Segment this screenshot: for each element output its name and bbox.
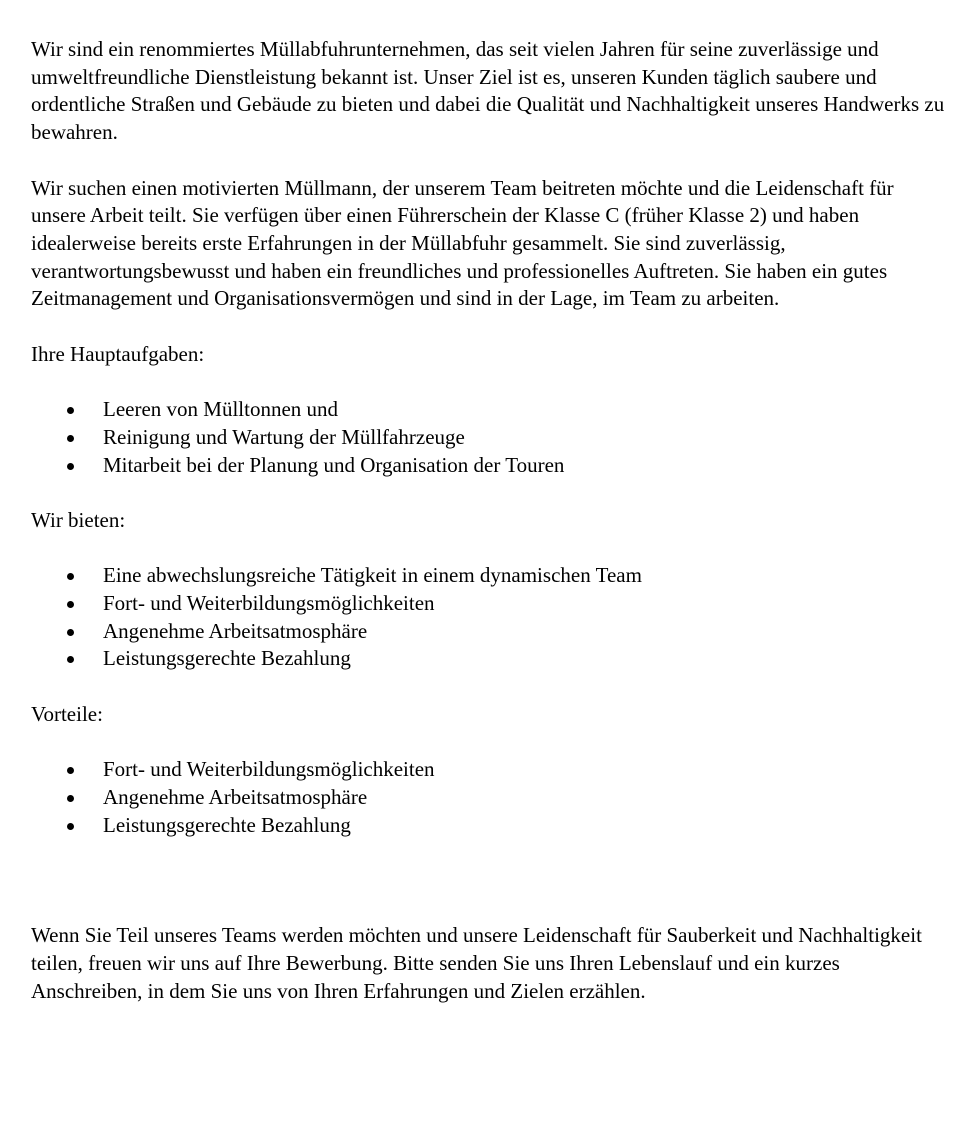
bullet-icon xyxy=(67,463,74,470)
list-item-text: Angenehme Arbeitsatmosphäre xyxy=(103,618,368,643)
bullet-icon xyxy=(67,435,74,442)
intro-paragraph-company: Wir sind ein renommiertes Müllabfuhrunternehmen, das seit vielen Jahren für seine zuverlässige und umweltfreundliche Dienstleistung bekannt ist. Unser Ziel ist es, unseren Kunden täglich saubere und ordentliche Straßen und Gebäude zu bieten und dabei die Qualität und Nachhaltigkeit unseres Handwerks zu bewahren. xyxy=(31,37,945,145)
tasks-list xyxy=(31,396,951,479)
list-item xyxy=(31,645,951,673)
spacer xyxy=(31,313,951,341)
spacer xyxy=(31,479,951,507)
bullet-icon xyxy=(67,656,74,663)
bullet-icon xyxy=(67,823,74,830)
bullet-icon xyxy=(67,407,74,414)
list-item-text: Leeren von Mülltonnen und xyxy=(103,397,339,422)
bullet-icon xyxy=(67,629,74,636)
spacer xyxy=(31,368,951,396)
list-item xyxy=(31,424,951,452)
list-item-text: Fort- und Weiterbildungsmöglichkeiten xyxy=(103,757,435,782)
list-item-text: Leistungsgerechte Bezahlung xyxy=(103,812,351,837)
list-item-text: Reinigung und Wartung der Müllfahrzeuge xyxy=(103,424,465,449)
spacer xyxy=(31,673,951,701)
list-item-text: Eine abwechslungsreiche Tätigkeit in einem dynamischen Team xyxy=(103,563,642,588)
intro-paragraph-requirements: Wir suchen einen motivierten Müllmann, der unserem Team beitreten möchte und die Leidenschaft für unsere Arbeit teilt. Sie verfügen über einen Führerschein der Klasse C (früher Klasse 2) und haben idealerweise bereits erste Erfahrungen in der Müllabfuhr gesammelt. Sie sind zuverlässig, verantwortungsbewusst und haben ein freundliches und professionelles Auftreten. Sie haben ein gutes Zeitmanagement und Organisationsvermögen und sind in der Lage, im Team zu arbeiten. xyxy=(31,175,894,311)
bullet-icon xyxy=(67,795,74,802)
bullet-icon xyxy=(67,767,74,774)
list-item xyxy=(31,452,951,480)
list-item xyxy=(31,784,951,812)
tasks-heading: Ihre Hauptaufgaben: xyxy=(31,341,205,366)
benefits-heading: Vorteile: xyxy=(31,701,103,726)
spacer xyxy=(31,535,951,563)
list-item xyxy=(31,590,951,618)
list-item xyxy=(31,396,951,424)
list-item xyxy=(31,812,951,840)
list-item xyxy=(31,618,951,646)
list-item xyxy=(31,756,951,784)
spacer xyxy=(31,147,951,175)
spacer xyxy=(31,839,951,922)
list-item-text: Angenehme Arbeitsatmosphäre xyxy=(103,784,368,809)
benefits-list xyxy=(31,756,951,839)
list-item-text: Mitarbeit bei der Planung und Organisation der Touren xyxy=(103,452,565,477)
list-item xyxy=(31,562,951,590)
list-item-text: Fort- und Weiterbildungsmöglichkeiten xyxy=(103,590,435,615)
offer-heading: Wir bieten: xyxy=(31,507,126,532)
job-posting-document xyxy=(31,36,951,1005)
offer-list xyxy=(31,562,951,673)
list-item-text: Leistungsgerechte Bezahlung xyxy=(103,646,351,671)
closing-paragraph: Wenn Sie Teil unseres Teams werden möchten und unsere Leidenschaft für Sauberkeit und Nachhaltigkeit teilen, freuen wir uns auf Ihre Bewerbung. Bitte senden Sie uns Ihren Lebenslauf und ein kurzes Anschreiben, in dem Sie uns von Ihren Erfahrungen und Zielen erzählen. xyxy=(31,923,922,1003)
spacer xyxy=(31,728,951,756)
bullet-icon xyxy=(67,573,74,580)
bullet-icon xyxy=(67,601,74,608)
